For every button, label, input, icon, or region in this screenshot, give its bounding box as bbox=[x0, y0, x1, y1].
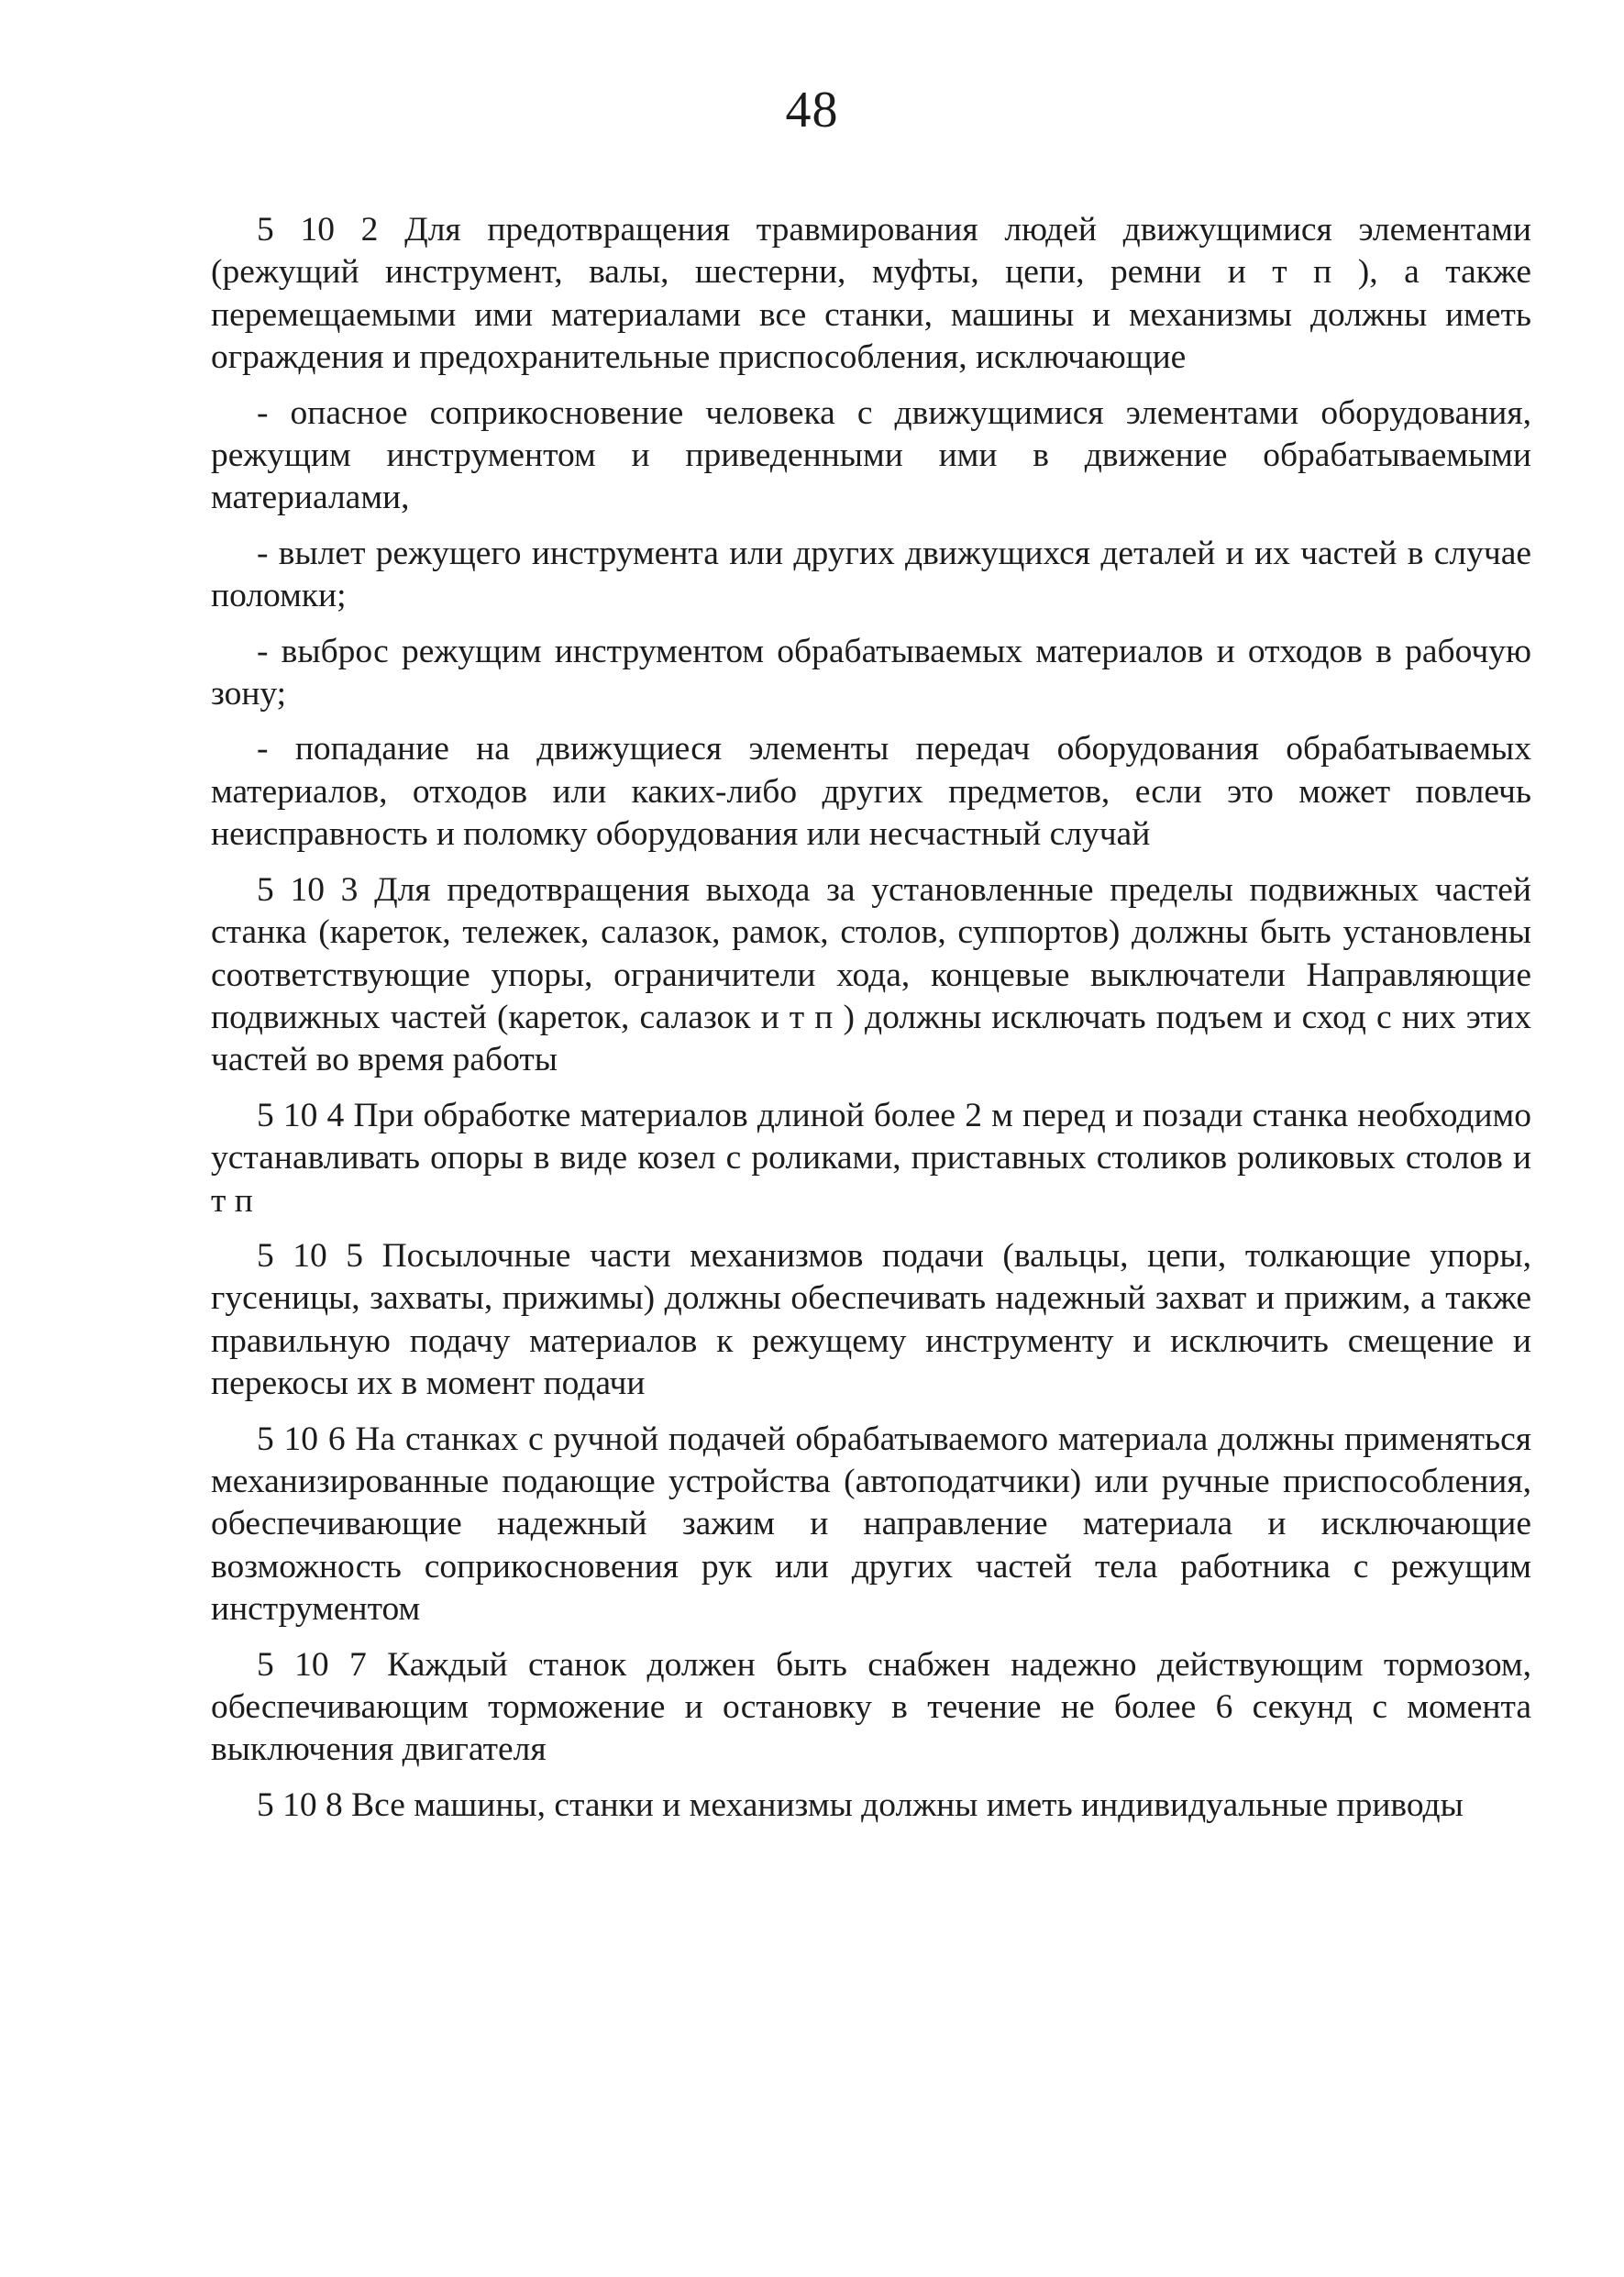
paragraph-5-10-2: 5 10 2 Для предотвращения травмирования людей движущимися элементами (режущий инструмент, валы, шестерни, муфты, цепи, ремни и т п ), а также перемещаемыми ими материалами все станки, машины и механизмы должны иметь ограждения и предохранительные приспособления, исключающие bbox=[211, 211, 1531, 377]
list-item-material-ejection: - выброс режущим инструментом обрабатываемых материалов и отходов в рабочую зону; bbox=[211, 632, 1531, 713]
paragraph-5-10-5: 5 10 5 Посылочные части механизмов подачи (вальцы, цепи, толкающие упоры, гусеницы, захваты, прижимы) должны обеспечивать надежный захват и прижим, а также правильную подачу материалов к режущему инструменту и исключить смещение и перекосы их в момент подачи bbox=[211, 1236, 1531, 1403]
paragraph-5-10-7: 5 10 7 Каждый станок должен быть снабжен надежно действующим тормозом, обеспечивающим торможение и остановку в течение не более 6 секунд с момента выключения двигателя bbox=[211, 1645, 1531, 1769]
list-item-transmission-contact: - попадание на движущиеся элементы передач оборудования обрабатываемых материалов, отходов или каких-либо других предметов, если это может повлечь неисправность и поломку оборудования или несчастный случай bbox=[211, 730, 1531, 854]
list-item-tool-ejection: - вылет режущего инструмента или других движущихся деталей и их частей в случае поломки; bbox=[211, 534, 1531, 615]
paragraph-5-10-4: 5 10 4 При обработке материалов длиной более 2 м перед и позади станка необходимо устанавливать опоры в виде козел с роликами, приставных столиков роликовых столов и т п bbox=[211, 1096, 1531, 1220]
list-item-contact-hazard: - опасное соприкосновение человека с движущимися элементами оборудования, режущим инструментом и приведенными ими в движение обрабатываемыми материалами, bbox=[211, 393, 1531, 517]
paragraph-5-10-6: 5 10 6 На станках с ручной подачей обрабатываемого материала должны применяться механизированные подающие устройства (автоподатчики) или ручные приспособления, обеспечивающие надежный зажим и направление материала и исключающие возможность соприкосновения рук или других частей тела работника с режущим инструментом bbox=[211, 1420, 1531, 1629]
paragraph-5-10-3: 5 10 3 Для предотвращения выхода за установленные пределы подвижных частей станка (кареток, тележек, салазок, рамок, столов, суппортов) должны быть установлены соответствующие упоры, ограничители хода, концевые выключатели Направляющие подвижных частей (кареток, салазок и т п ) должны исключать подъем и сход с них этих частей во время работы bbox=[211, 870, 1531, 1079]
paragraph-5-10-8: 5 10 8 Все машины, станки и механизмы должны иметь индивидуальные приводы bbox=[257, 1785, 1464, 1824]
document-body bbox=[211, 209, 1531, 1840]
page-number: 48 bbox=[785, 82, 839, 138]
